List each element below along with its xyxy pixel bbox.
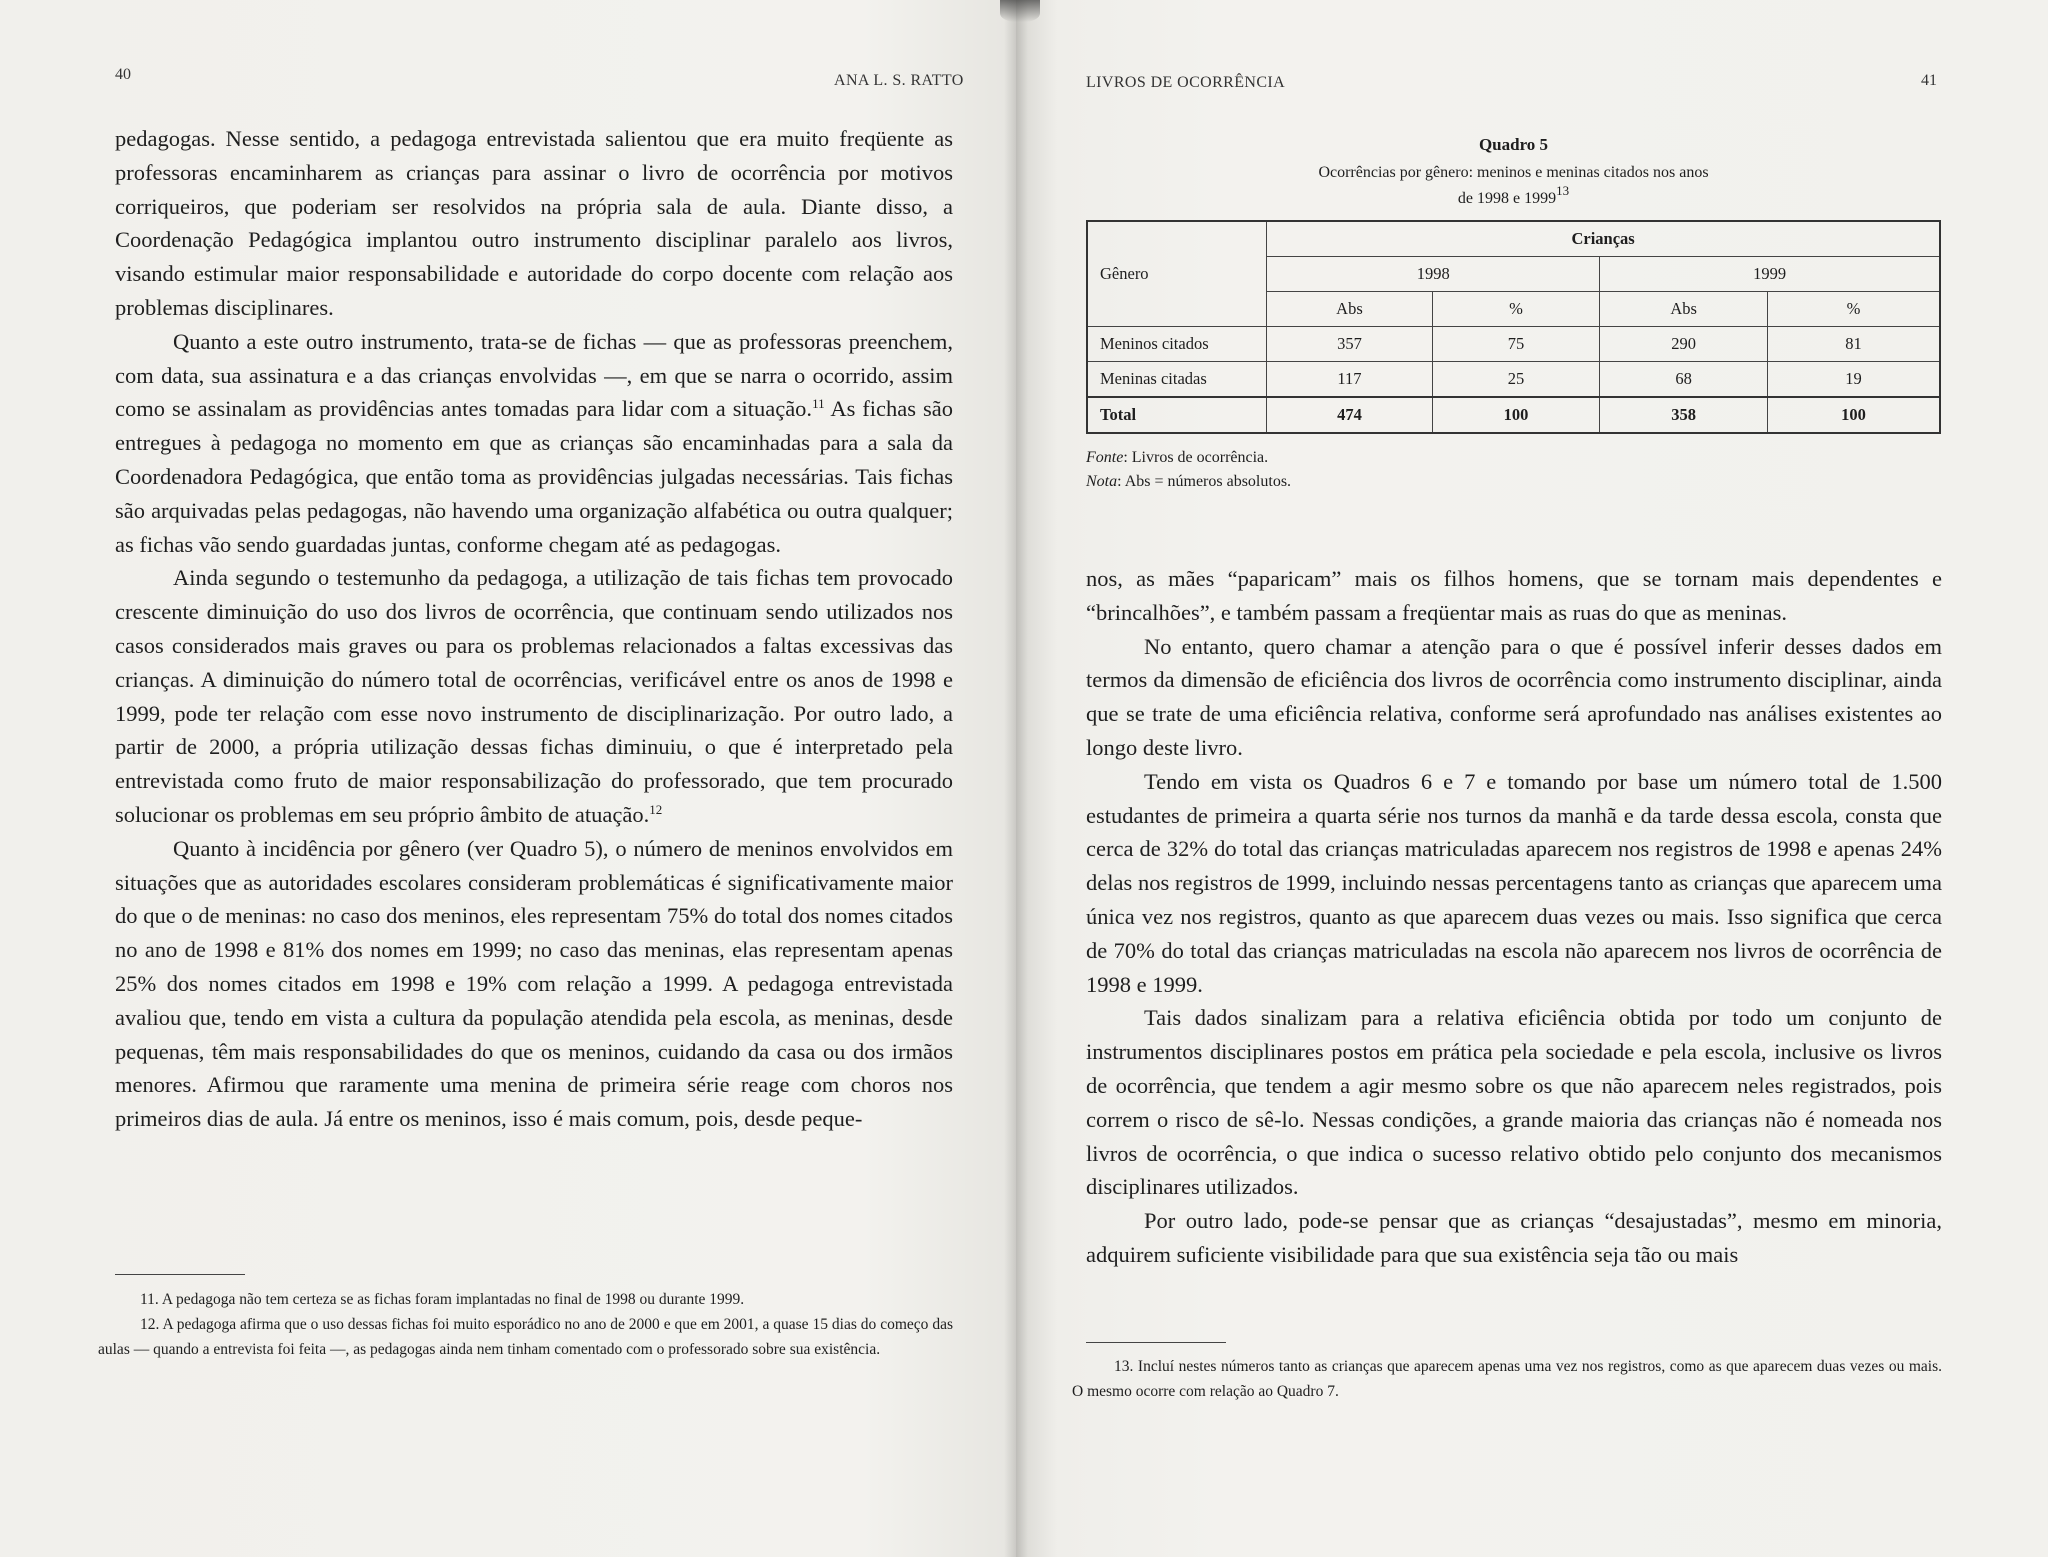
paragraph: Quanto à incidência por gênero (ver Quadro 5), o número de meninos envolvidos em situações que as autoridades escolares consideram problemáticas é significativamente maior do que o de meninas: no caso dos meninos, eles representam 75% do total dos nomes citados no ano de 1998 e 81% dos nomes em 1999; no caso das meninas, elas representam apenas 25% dos nomes citados em 1998 e 19% com relação a 1999. A pedagoga entrevistada avaliou que, tendo em vista a cultura da população atendida pela escola, as meninas, desde pequenas, têm mais responsabilidades do que os meninos, cuidando da casa ou dos irmãos menores. Afirmou que raramente uma menina de primeira série reage com choros nos primeiros dias de aula. Já entre os meninos, isso é mais comum, pois, desde peque- <box>115 835 953 1132</box>
cell: 100 <box>1432 397 1600 433</box>
header-abs: Abs <box>1267 292 1433 327</box>
running-head-left: ANA L. S. RATTO <box>834 72 964 89</box>
table-row <box>1087 327 1940 362</box>
table-source: Fonte: Livros de ocorrência. <box>1086 449 1269 466</box>
footnote: 11. A pedagoga não tem certeza se as fichas foram implantadas no final de 1998 ou durante 1999. <box>140 1291 745 1308</box>
page-number-left: 40 <box>115 66 131 83</box>
row-label: Total <box>1087 397 1267 433</box>
header-pct: % <box>1432 292 1600 327</box>
paragraph: Quanto a este outro instrumento, trata-se de fichas — que as professoras preenchem, com data, sua assinatura e a das crianças envolvidas —, em que se narra o ocorrido, assim como se assinalam as providências antes tomadas para lidar com a situação.$^{11}$ As fichas são entregues à pedagoga no momento em que as crianças são encaminhadas para a sala da Coordenadora Pedagógica, que então toma as providências julgadas necessárias. Tais fichas são arquivadas pelas pedagogas, não havendo uma organização alfabética ou outra qualquer; as fichas vão sendo guardadas juntas, conforme chegam até as pedagogas. <box>115 328 953 557</box>
cell: 81 <box>1767 327 1940 362</box>
header-criancas: Crianças <box>1267 221 1940 257</box>
page-number-right: 41 <box>1921 72 1937 89</box>
footnote: 13. Incluí nestes números tanto as crianças que aparecem apenas uma vez nos registros, como as que aparecem duas vezes ou mais. O mesmo ocorre com relação ao Quadro 7. <box>1072 1358 1942 1400</box>
right-body-text <box>1086 562 1942 1272</box>
book-gutter <box>1004 0 1028 1557</box>
cell: 290 <box>1600 327 1768 362</box>
footnote-rule <box>1086 1342 1226 1343</box>
paragraph: No entanto, quero chamar a atenção para o que é possível inferir desses dados em termos da dimensão de eficiência dos livros de ocorrência como instrumento disciplinar, ainda que se trate de uma eficiência relativa, conforme será aprofundado nas análises existentes ao longo deste livro. <box>1086 633 1942 760</box>
cell: 75 <box>1432 327 1600 362</box>
table-row-total <box>1087 397 1940 433</box>
cell: 358 <box>1600 397 1768 433</box>
header-genero: Gênero <box>1087 221 1267 327</box>
footnote-rule <box>115 1274 245 1275</box>
cell: 68 <box>1600 362 1768 398</box>
page-corner-shadow <box>1000 0 1040 22</box>
paragraph: Tais dados sinalizam para a relativa eficiência obtida por todo um conjunto de instrumentos disciplinares postos em prática pela sociedade e pela escola, inclusive os livros de ocorrência, que tendem a agir mesmo sobre os que não aparecem neles registrados, pois correm o risco de sê-lo. Nessas condições, a grande maioria das crianças não é nomeada nos livros de ocorrência, o que indica o sucesso relativo obtido pelo conjunto dos mecanismos disciplinares utilizados. <box>1086 1005 1942 1200</box>
row-label: Meninos citados <box>1087 327 1267 362</box>
quadro-title: Quadro 5 <box>1478 135 1549 154</box>
footnote-ref: 11 <box>812 396 825 412</box>
right-footnotes <box>1072 1354 1942 1404</box>
running-head-right: LIVROS DE OCORRÊNCIA <box>1086 74 1286 91</box>
left-footnotes <box>98 1287 953 1362</box>
cell: 474 <box>1267 397 1433 433</box>
table-notes <box>1086 446 1686 494</box>
paragraph: Por outro lado, pode-se pensar que as crianças “desajustadas”, mesmo em minoria, adquirem suficiente visibilidade para que sua existência seja tão ou mais <box>1086 1208 1942 1267</box>
left-body-text <box>115 122 953 1136</box>
header-1999: 1999 <box>1600 257 1940 292</box>
table-note: Nota: Abs = números absolutos. <box>1086 473 1292 490</box>
paragraph: Ainda segundo o testemunho da pedagoga, a utilização de tais fichas tem provocado crescente diminuição do uso dos livros de ocorrência, que continuam sendo utilizados nos casos considerados mais graves ou para os problemas relacionados a faltas excessivas das crianças. A diminuição do número total de ocorrências, verificável entre os anos de 1998 e 1999, pode ter relação com esse novo instrumento de disciplinarização. Por outro lado, a partir de 2000, a própria utilização dessas fichas diminuiu, o que é interpretado pela entrevistada como fruto de maior responsabilização do professorado, que tem procurado solucionar os problemas em seu próprio âmbito de atuação.$^{12}$ <box>115 565 953 827</box>
paragraph: nos, as mães “paparicam” mais os filhos homens, que se tornam mais dependentes e “brincalhões”, e também passam a freqüentar mais as ruas do que as meninas. <box>1086 566 1942 625</box>
cell: 117 <box>1267 362 1433 398</box>
cell: 357 <box>1267 327 1433 362</box>
footnote: 12. A pedagoga afirma que o uso dessas fichas foi muito esporádico no ano de 2000 e que em 2001, a quase 15 dias do começo das aulas — quando a entrevista foi feita —, as pedagogas ainda nem tinham comentado com o professorado sobre sua existência. <box>98 1316 953 1358</box>
quadro-subtitle: Ocorrências por gênero: meninos e meninas citados nos anos de 1998 e 1999$^{13}$ <box>1318 164 1709 207</box>
left-page <box>0 0 1016 1557</box>
header-abs: Abs <box>1600 292 1768 327</box>
paragraph: pedagogas. Nesse sentido, a pedagoga entrevistada salientou que era muito freqüente as professoras encaminharem as crianças para assinar o livro de ocorrência por motivos corriqueiros, que poderiam ser resolvidos na própria sala de aula. Diante disso, a Coordenação Pedagógica implantou outro instrumento disciplinar paralelo aos livros, visando estimular maior responsabilidade e autoridade do corpo docente com relação aos problemas disciplinares. <box>115 126 953 320</box>
cell: 19 <box>1767 362 1940 398</box>
header-1998: 1998 <box>1267 257 1600 292</box>
cell: 25 <box>1432 362 1600 398</box>
table-row <box>1087 362 1940 398</box>
right-page <box>1016 0 2048 1557</box>
paragraph: Tendo em vista os Quadros 6 e 7 e tomando por base um número total de 1.500 estudantes de primeira a quarta série nos turnos da manhã e da tarde dessa escola, consta que cerca de 32% do total das crianças matriculadas aparecem nos registros de 1998 e apenas 24% delas nos registros de 1999, incluindo nessas percentagens tanto as crianças que aparecem uma única vez nos registros, quanto as que aparecem duas vezes ou mais. Isso significa que cerca de 70% do total das crianças matriculadas na escola não aparecem nos livros de ocorrência de 1998 e 1999. <box>1086 768 1942 997</box>
quadro-5-table <box>1086 220 1941 434</box>
header-pct: % <box>1767 292 1940 327</box>
footnote-ref: 12 <box>649 801 663 817</box>
cell: 100 <box>1767 397 1940 433</box>
row-label: Meninas citadas <box>1087 362 1267 398</box>
